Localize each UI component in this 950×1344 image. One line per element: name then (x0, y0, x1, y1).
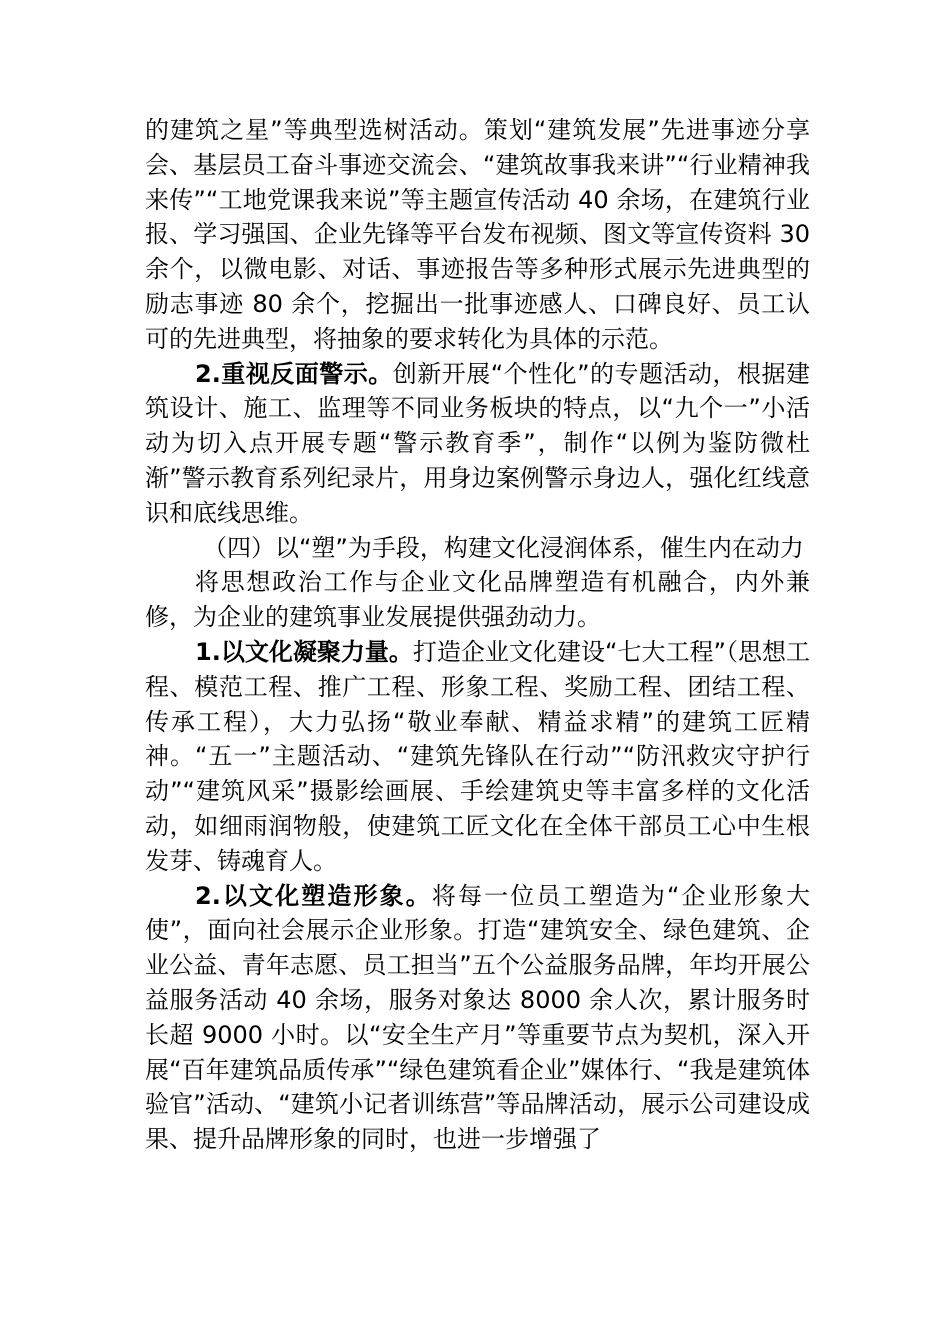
paragraph-negative-warning (145, 357, 810, 531)
paragraph-intro (145, 565, 810, 635)
paragraph-continued (145, 113, 810, 357)
paragraph-text: 创新开展“个性化”的专题活动，根据建筑设计、施工、监理等不同业务板块的特点，以“九个一”小活动为切入点开展专题“警示教育季”，制作“以例为鉴防微杜渐”警示教育系列纪录片，用身边案例警示身边人，强化红线意识和底线思维。 (145, 359, 810, 527)
paragraph-culture-image (145, 879, 810, 1157)
section-subheading (145, 531, 810, 566)
paragraph-culture-cohesion (145, 635, 810, 879)
paragraph-heading: 2.重视反面警示。 (195, 359, 393, 388)
paragraph-heading: 1.以文化凝聚力量。 (195, 637, 413, 666)
paragraph-text: 打造企业文化建设“七大工程”（思想工程、模范工程、推广工程、形象工程、奖励工程、团结工程、传承工程），大力弘扬“敬业奉献、精益求精”的建筑工匠精神。“五一”主题活动、“建筑先锋队在行动”“防汛救灾守护行动”“建筑风采”摄影绘画展、手绘建筑史等丰富多样的文化活动，如细雨润物般，使建筑工匠文化在全体干部员工心中生根发芽、铸魂育人。 (145, 637, 810, 875)
paragraph-text: 将思想政治工作与企业文化品牌塑造有机融合，内外兼修，为企业的建筑事业发展提供强劲动力。 (145, 568, 810, 632)
paragraph-heading: 2.以文化塑造形象。 (195, 881, 432, 910)
document-body (145, 113, 810, 1157)
paragraph-text: 将每一位员工塑造为“企业形象大使”，面向社会展示企业形象。打造“建筑安全、绿色建筑、企业公益、青年志愿、员工担当”五个公益服务品牌，年均开展公益服务活动 40 余场，服务对象达 8000 余人次，累计服务时长超 9000 小时。以“安全生产月”等重要节点为契机，深入开展“百年建筑品质传承”“绿色建筑看企业”媒体行、“我是建筑体验官”活动、“建筑小记者训练营”等品牌活动，展示公司建设成果、提升品牌形象的同时，也进一步增强了 (145, 881, 810, 1154)
paragraph-text: 的建筑之星”等典型选树活动。策划“建筑发展”先进事迹分享会、基层员工奋斗事迹交流会、“建筑故事我来讲”“行业精神我来传”“工地党课我来说”等主题宣传活动 40 余场，在建筑行业报、学习强国、企业先锋等平台发布视频、图文等宣传资料 30 余个，以微电影、对话、事迹报告等多种形式展示先进典型的励志事迹 80 余个，挖掘出一批事迹感人、口碑良好、员工认可的先进典型，将抽象的要求转化为具体的示范。 (145, 116, 810, 353)
subheading-text: （四）以“塑”为手段，构建文化浸润体系，催生内在动力 (203, 533, 804, 562)
